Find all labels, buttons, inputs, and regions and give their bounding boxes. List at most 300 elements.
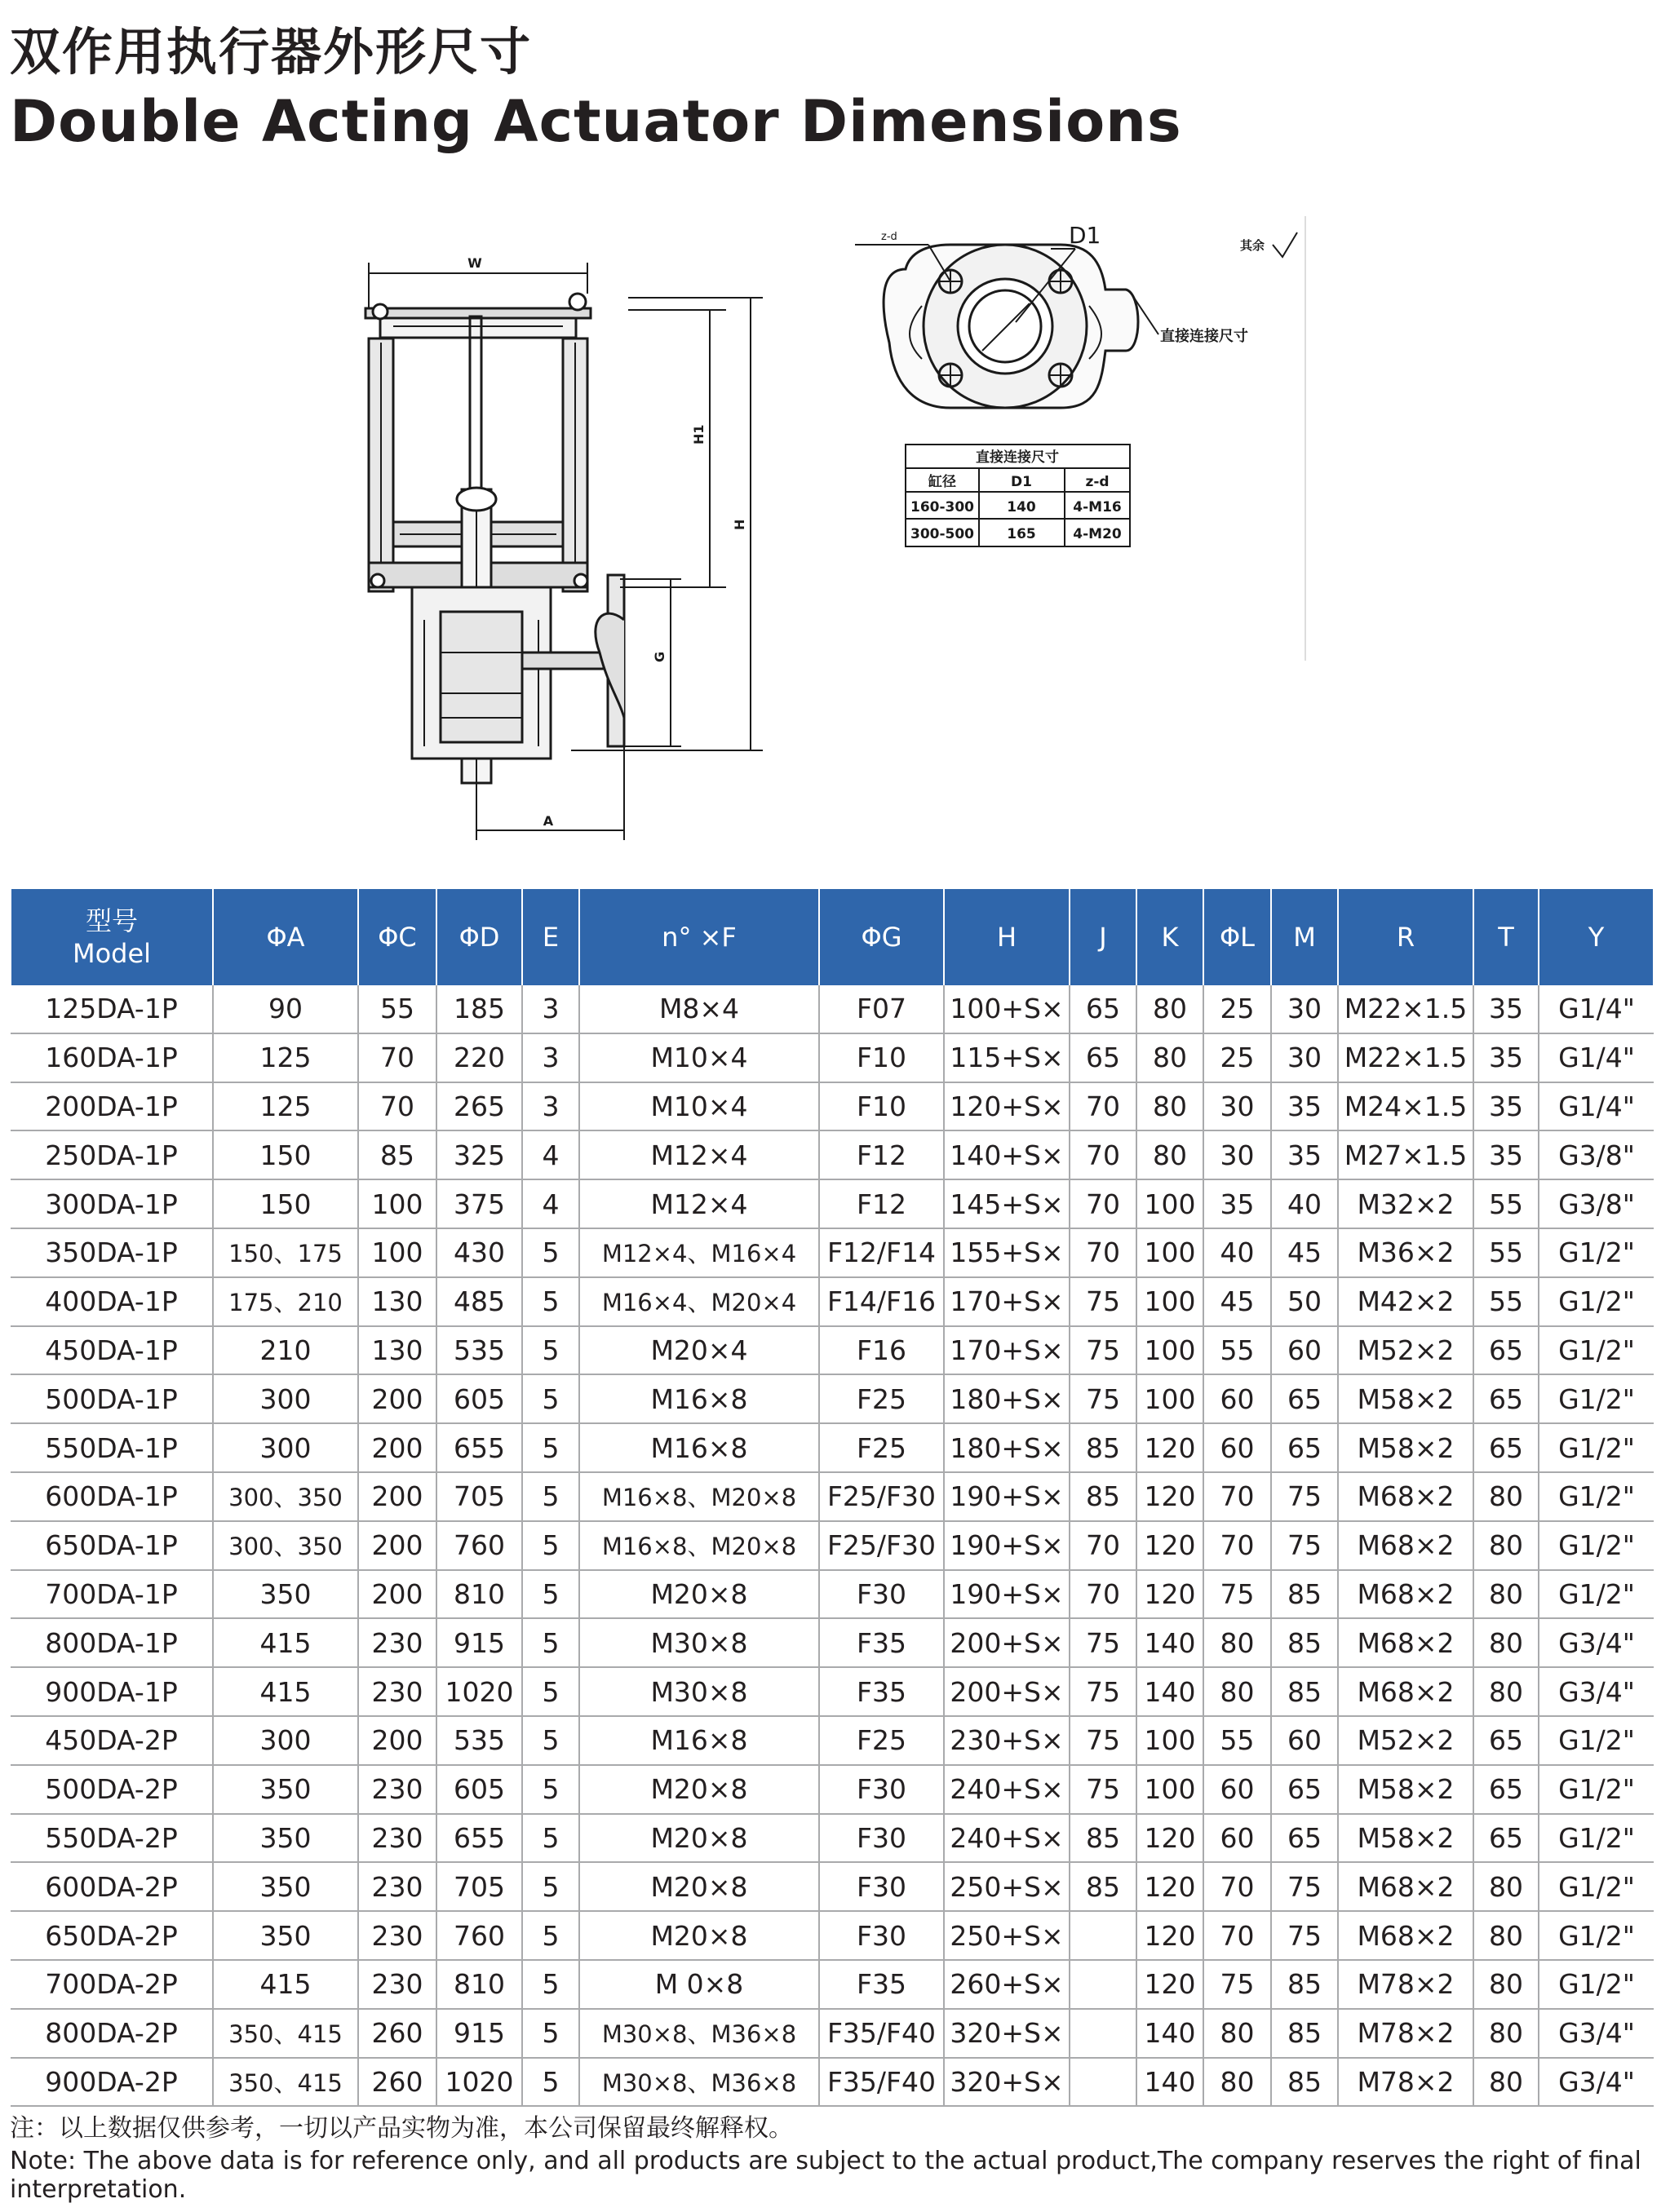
table-cell: G1/2" [1539, 1765, 1654, 1814]
table-cell: M78×2 [1338, 1960, 1473, 2009]
table-cell: G3/4" [1539, 2009, 1654, 2058]
table-cell: 35 [1473, 1130, 1539, 1179]
model-cell: 600DA-2P [11, 1862, 213, 1911]
model-cell: 125DA-1P [11, 985, 213, 1033]
table-cell: 915 [436, 2009, 522, 2058]
table-cell: F30 [819, 1765, 944, 1814]
model-cell: 160DA-1P [11, 1033, 213, 1082]
mini-table-header-bore: 缸径 [928, 474, 956, 490]
technical-drawing [0, 0, 1670, 884]
table-cell: F16 [819, 1326, 944, 1375]
table-cell: 760 [436, 1911, 522, 1960]
table-cell: 350 [213, 1862, 358, 1911]
table-cell: 170+S× [944, 1326, 1070, 1375]
table-row [11, 1179, 1654, 1228]
table-cell: F12 [819, 1179, 944, 1228]
table-cell: 180+S× [944, 1423, 1070, 1472]
dim-label-a: A [543, 813, 554, 829]
table-cell: 375 [436, 1179, 522, 1228]
table-cell: G1/2" [1539, 1716, 1654, 1765]
table-cell: G1/2" [1539, 1374, 1654, 1423]
table-row [11, 1667, 1654, 1716]
header-cell: H [944, 889, 1070, 985]
table-cell [1070, 1960, 1136, 2009]
direct-connection-label: 直接连接尺寸 [1160, 328, 1248, 345]
table-cell: 80 [1473, 1667, 1539, 1716]
table-cell: F25 [819, 1423, 944, 1472]
table-cell: F35/F40 [819, 2009, 944, 2058]
model-cell: 200DA-1P [11, 1082, 213, 1131]
table-row [11, 1374, 1654, 1423]
note-english: Note: The above data is for reference only, and all products are subject to the actual product,The company reserves the right of final interpretation. [10, 2147, 1641, 2204]
table-cell: 85 [1070, 1472, 1136, 1521]
table-cell: 120 [1136, 1472, 1203, 1521]
model-cell: 800DA-1P [11, 1618, 213, 1667]
table-cell: 1020 [436, 1667, 522, 1716]
table-cell: 265 [436, 1082, 522, 1131]
table-cell: 350 [213, 1765, 358, 1814]
table-cell: 80 [1473, 1911, 1539, 1960]
dim-label-zd: z-d [881, 231, 897, 243]
mini-table-header-zd: z-d [1085, 474, 1110, 490]
table-cell: 70 [1070, 1179, 1136, 1228]
table-cell: 300、350 [213, 1521, 358, 1570]
table-cell: 120+S× [944, 1082, 1070, 1131]
table-cell: M68×2 [1338, 1862, 1473, 1911]
table-cell: 210 [213, 1326, 358, 1375]
table-cell: 3 [522, 985, 579, 1033]
table-cell: M42×2 [1338, 1277, 1473, 1326]
header-cell: Y [1539, 889, 1654, 985]
table-cell: 200+S× [944, 1667, 1070, 1716]
table-cell: 55 [1473, 1228, 1539, 1277]
table-cell: F30 [819, 1862, 944, 1911]
table-row [11, 1033, 1654, 1082]
table-cell: G1/4" [1539, 985, 1654, 1033]
table-cell: 120 [1136, 1521, 1203, 1570]
table-cell: 100+S× [944, 985, 1070, 1033]
table-cell: 85 [358, 1130, 436, 1179]
table-cell: 4 [522, 1130, 579, 1179]
table-row [11, 1472, 1654, 1521]
title-english: Double Acting Actuator Dimensions [10, 88, 1182, 155]
model-cell: 450DA-2P [11, 1716, 213, 1765]
table-cell: M12×4、M16×4 [579, 1228, 819, 1277]
table-cell: M52×2 [1338, 1326, 1473, 1375]
table-cell: 175、210 [213, 1277, 358, 1326]
table-cell: 25 [1203, 985, 1271, 1033]
table-cell: 155+S× [944, 1228, 1070, 1277]
mini-table-cell: 300-500 [910, 526, 975, 542]
title-chinese: 双作用执行器外形尺寸 [10, 22, 533, 82]
dim-label-h: H [732, 519, 747, 530]
table-cell: 705 [436, 1472, 522, 1521]
table-cell: M30×8 [579, 1618, 819, 1667]
table-cell: F35/F40 [819, 2058, 944, 2107]
table-cell: 100 [1136, 1765, 1203, 1814]
table-cell: 80 [1473, 1618, 1539, 1667]
table-cell: 65 [1271, 1765, 1338, 1814]
table-cell: 70 [1203, 1911, 1271, 1960]
table-cell: 230 [358, 1862, 436, 1911]
table-cell: 300 [213, 1423, 358, 1472]
table-cell: 30 [1271, 1033, 1338, 1082]
table-row [11, 1814, 1654, 1863]
table-cell [1070, 2058, 1136, 2107]
table-cell: 45 [1203, 1277, 1271, 1326]
table-cell: M68×2 [1338, 1472, 1473, 1521]
mini-table-cell: 140 [1007, 499, 1036, 515]
model-cell: 650DA-1P [11, 1521, 213, 1570]
table-cell: 70 [1070, 1521, 1136, 1570]
table-cell: 250+S× [944, 1911, 1070, 1960]
header-cell: E [522, 889, 579, 985]
table-cell: F30 [819, 1911, 944, 1960]
table-cell: 80 [1473, 1472, 1539, 1521]
table-cell: 655 [436, 1814, 522, 1863]
table-cell: 80 [1136, 985, 1203, 1033]
header-model-cn: 型号 [85, 905, 138, 936]
table-cell: 65 [1473, 1814, 1539, 1863]
table-cell: G1/2" [1539, 1570, 1654, 1619]
mini-table-header-d1: D1 [1011, 474, 1032, 490]
table-cell: 85 [1070, 1423, 1136, 1472]
table-cell: M12×4 [579, 1130, 819, 1179]
table-cell: 655 [436, 1423, 522, 1472]
table-cell: 70 [1070, 1130, 1136, 1179]
model-cell: 700DA-1P [11, 1570, 213, 1619]
table-cell: 60 [1203, 1423, 1271, 1472]
table-cell: 5 [522, 1618, 579, 1667]
table-cell: 75 [1070, 1374, 1136, 1423]
header-cell: ΦL [1203, 889, 1271, 985]
table-cell: M30×8 [579, 1667, 819, 1716]
table-cell: M68×2 [1338, 1667, 1473, 1716]
table-cell: 5 [522, 1277, 579, 1326]
table-cell: 55 [1203, 1716, 1271, 1765]
table-row [11, 2058, 1654, 2107]
table-cell: 320+S× [944, 2058, 1070, 2107]
model-cell: 250DA-1P [11, 1130, 213, 1179]
table-cell: 100 [1136, 1716, 1203, 1765]
table-cell: 65 [1271, 1374, 1338, 1423]
table-cell: 65 [1473, 1765, 1539, 1814]
table-cell: M20×8 [579, 1765, 819, 1814]
table-cell: 240+S× [944, 1814, 1070, 1863]
table-cell: F14/F16 [819, 1277, 944, 1326]
table-cell: F25 [819, 1716, 944, 1765]
table-cell: 230 [358, 1911, 436, 1960]
table-cell: 65 [1473, 1374, 1539, 1423]
table-cell: F12/F14 [819, 1228, 944, 1277]
header-cell: ΦD [436, 889, 522, 985]
table-row [11, 1862, 1654, 1911]
table-cell: M16×8 [579, 1716, 819, 1765]
table-cell: 80 [1203, 1618, 1271, 1667]
table-cell: 85 [1271, 1618, 1338, 1667]
table-cell: 150 [213, 1130, 358, 1179]
table-cell: 350 [213, 1911, 358, 1960]
model-cell: 900DA-1P [11, 1667, 213, 1716]
table-cell: G1/2" [1539, 1862, 1654, 1911]
table-cell: G3/4" [1539, 2058, 1654, 2107]
table-cell: G3/8" [1539, 1179, 1654, 1228]
table-cell: 140 [1136, 1618, 1203, 1667]
table-cell: G1/2" [1539, 1960, 1654, 2009]
table-cell: 35 [1271, 1130, 1338, 1179]
table-cell: M22×1.5 [1338, 1033, 1473, 1082]
table-cell: G1/2" [1539, 1472, 1654, 1521]
table-cell: 80 [1473, 1862, 1539, 1911]
table-cell: F25 [819, 1374, 944, 1423]
table-cell: 350 [213, 1814, 358, 1863]
table-cell: 415 [213, 1618, 358, 1667]
table-cell: 75 [1271, 1472, 1338, 1521]
table-cell: M58×2 [1338, 1814, 1473, 1863]
table-cell: 80 [1203, 1667, 1271, 1716]
model-cell: 300DA-1P [11, 1179, 213, 1228]
table-cell: 190+S× [944, 1472, 1070, 1521]
table-cell: 200 [358, 1472, 436, 1521]
header-cell: J [1070, 889, 1136, 985]
table-cell: F35 [819, 1960, 944, 2009]
table-cell: 75 [1203, 1960, 1271, 2009]
table-cell: 300、350 [213, 1472, 358, 1521]
mini-table-cell: 165 [1007, 526, 1036, 542]
dim-label-w: W [467, 255, 482, 271]
model-cell: 600DA-1P [11, 1472, 213, 1521]
table-cell: 150 [213, 1179, 358, 1228]
table-cell: 5 [522, 1765, 579, 1814]
table-cell: G3/8" [1539, 1130, 1654, 1179]
table-cell: M16×8、M20×8 [579, 1521, 819, 1570]
table-cell: 230 [358, 1960, 436, 2009]
table-cell: 40 [1203, 1228, 1271, 1277]
model-cell: 500DA-1P [11, 1374, 213, 1423]
flange-top-view [855, 216, 1305, 661]
model-cell: 650DA-2P [11, 1911, 213, 1960]
table-cell: 80 [1473, 1960, 1539, 2009]
table-cell: G1/2" [1539, 1911, 1654, 1960]
table-cell: F35 [819, 1618, 944, 1667]
header-model [11, 889, 213, 985]
table-cell: 80 [1473, 1521, 1539, 1570]
table-cell: 30 [1271, 985, 1338, 1033]
table-cell: G1/2" [1539, 1423, 1654, 1472]
table-cell: M68×2 [1338, 1911, 1473, 1960]
table-cell: 140+S× [944, 1130, 1070, 1179]
table-cell: 80 [1473, 2009, 1539, 2058]
mini-table-cell: 4-M20 [1073, 526, 1122, 542]
table-cell: M68×2 [1338, 1521, 1473, 1570]
mini-table-cell: 160-300 [910, 499, 975, 515]
table-cell: 40 [1271, 1179, 1338, 1228]
table-cell: 125 [213, 1033, 358, 1082]
table-cell: 5 [522, 1326, 579, 1375]
model-cell: 500DA-2P [11, 1765, 213, 1814]
table-row [11, 2009, 1654, 2058]
table-cell: G1/2" [1539, 1814, 1654, 1863]
table-cell: 55 [358, 985, 436, 1033]
table-cell: 75 [1070, 1765, 1136, 1814]
table-cell: F30 [819, 1814, 944, 1863]
table-cell: 5 [522, 1911, 579, 1960]
table-cell: 185 [436, 985, 522, 1033]
table-header-row [11, 889, 1654, 985]
table-cell: 85 [1271, 1570, 1338, 1619]
table-cell: 60 [1271, 1716, 1338, 1765]
table-cell: 415 [213, 1960, 358, 2009]
table-cell: 75 [1070, 1618, 1136, 1667]
table-cell: 230 [358, 1814, 436, 1863]
header-cell: ΦA [213, 889, 358, 985]
table-cell: 5 [522, 1472, 579, 1521]
table-cell: 190+S× [944, 1570, 1070, 1619]
table-cell: M22×1.5 [1338, 985, 1473, 1033]
table-cell: 120 [1136, 1862, 1203, 1911]
model-cell: 800DA-2P [11, 2009, 213, 2058]
table-cell: 230+S× [944, 1716, 1070, 1765]
table-cell: 70 [1203, 1472, 1271, 1521]
table-cell: 810 [436, 1570, 522, 1619]
header-cell: K [1136, 889, 1203, 985]
table-row [11, 1130, 1654, 1179]
table-cell: 90 [213, 985, 358, 1033]
table-cell: 5 [522, 1960, 579, 2009]
table-cell: 5 [522, 2009, 579, 2058]
header-cell: M [1271, 889, 1338, 985]
header-cell: R [1338, 889, 1473, 985]
table-cell: 5 [522, 1228, 579, 1277]
table-cell: 5 [522, 1374, 579, 1423]
table-cell: 80 [1136, 1082, 1203, 1131]
table-cell: M30×8、M36×8 [579, 2009, 819, 2058]
table-cell: 250+S× [944, 1862, 1070, 1911]
table-cell: 85 [1070, 1862, 1136, 1911]
table-cell: 760 [436, 1521, 522, 1570]
table-cell: 200 [358, 1374, 436, 1423]
model-cell: 900DA-2P [11, 2058, 213, 2107]
model-cell: 350DA-1P [11, 1228, 213, 1277]
table-cell: 30 [1203, 1082, 1271, 1131]
table-cell: 120 [1136, 1423, 1203, 1472]
table-cell: M20×8 [579, 1862, 819, 1911]
table-cell: F35 [819, 1667, 944, 1716]
table-cell: M20×8 [579, 1814, 819, 1863]
table-cell: M16×8 [579, 1423, 819, 1472]
table-cell: 5 [522, 1716, 579, 1765]
table-cell: 85 [1271, 1667, 1338, 1716]
model-cell: 700DA-2P [11, 1960, 213, 2009]
model-cell: 400DA-1P [11, 1277, 213, 1326]
table-cell: 130 [358, 1277, 436, 1326]
actuator-side-view [365, 263, 763, 840]
table-row [11, 1277, 1654, 1326]
table-cell: 70 [1203, 1862, 1271, 1911]
table-cell: 70 [1070, 1570, 1136, 1619]
table-cell: 5 [522, 1570, 579, 1619]
table-body [11, 985, 1654, 2106]
table-row [11, 1570, 1654, 1619]
table-cell: 100 [1136, 1277, 1203, 1326]
table-row [11, 1911, 1654, 1960]
table-cell: 320+S× [944, 2009, 1070, 2058]
table-cell: 80 [1136, 1033, 1203, 1082]
table-cell: M24×1.5 [1338, 1082, 1473, 1131]
table-cell: 75 [1271, 1521, 1338, 1570]
table-cell: F10 [819, 1082, 944, 1131]
table-cell: M32×2 [1338, 1179, 1473, 1228]
table-cell: 190+S× [944, 1521, 1070, 1570]
table-cell: 60 [1203, 1374, 1271, 1423]
table-cell: 80 [1473, 2058, 1539, 2107]
table-cell: 65 [1271, 1423, 1338, 1472]
table-cell: 5 [522, 1667, 579, 1716]
table-cell: 5 [522, 1521, 579, 1570]
table-cell: 35 [1271, 1082, 1338, 1131]
table-row [11, 1082, 1654, 1131]
table-row [11, 1618, 1654, 1667]
table-cell: 55 [1473, 1277, 1539, 1326]
table-cell: 260 [358, 2009, 436, 2058]
table-cell: 230 [358, 1667, 436, 1716]
table-cell: G3/4" [1539, 1618, 1654, 1667]
table-row [11, 1960, 1654, 2009]
table-cell: 85 [1271, 1960, 1338, 2009]
header-cell: n° ×F [579, 889, 819, 985]
table-cell: 60 [1203, 1814, 1271, 1863]
table-cell: 170+S× [944, 1277, 1070, 1326]
table-cell: 70 [1070, 1228, 1136, 1277]
table-cell: 130 [358, 1326, 436, 1375]
table-cell: 65 [1473, 1423, 1539, 1472]
table-cell: M16×8 [579, 1374, 819, 1423]
table-cell: 200 [358, 1716, 436, 1765]
table-cell: 535 [436, 1326, 522, 1375]
table-cell: 430 [436, 1228, 522, 1277]
table-cell: M36×2 [1338, 1228, 1473, 1277]
table-cell: 75 [1070, 1667, 1136, 1716]
table-cell: 70 [1070, 1082, 1136, 1131]
table-cell: 915 [436, 1618, 522, 1667]
table-cell: 485 [436, 1277, 522, 1326]
table-cell: 200 [358, 1570, 436, 1619]
table-cell: 35 [1473, 1082, 1539, 1131]
model-cell: 450DA-1P [11, 1326, 213, 1375]
table-cell: 605 [436, 1374, 522, 1423]
table-cell: F25/F30 [819, 1521, 944, 1570]
table-cell: F07 [819, 985, 944, 1033]
mini-table-text [910, 449, 1122, 542]
table-cell: 3 [522, 1033, 579, 1082]
dimensions-table [10, 889, 1654, 2107]
table-cell: 125 [213, 1082, 358, 1131]
table-cell: M16×8、M20×8 [579, 1472, 819, 1521]
table-cell [1070, 2009, 1136, 2058]
table-cell: M52×2 [1338, 1716, 1473, 1765]
table-cell: F30 [819, 1570, 944, 1619]
table-cell: 5 [522, 2058, 579, 2107]
table-cell: 3 [522, 1082, 579, 1131]
table-cell [1070, 1911, 1136, 1960]
table-cell: 75 [1070, 1716, 1136, 1765]
table-row [11, 1228, 1654, 1277]
table-cell: 45 [1271, 1228, 1338, 1277]
table-cell: M58×2 [1338, 1423, 1473, 1472]
table-cell: 350、415 [213, 2058, 358, 2107]
table-cell: 120 [1136, 1960, 1203, 2009]
table-cell: G1/2" [1539, 1277, 1654, 1326]
